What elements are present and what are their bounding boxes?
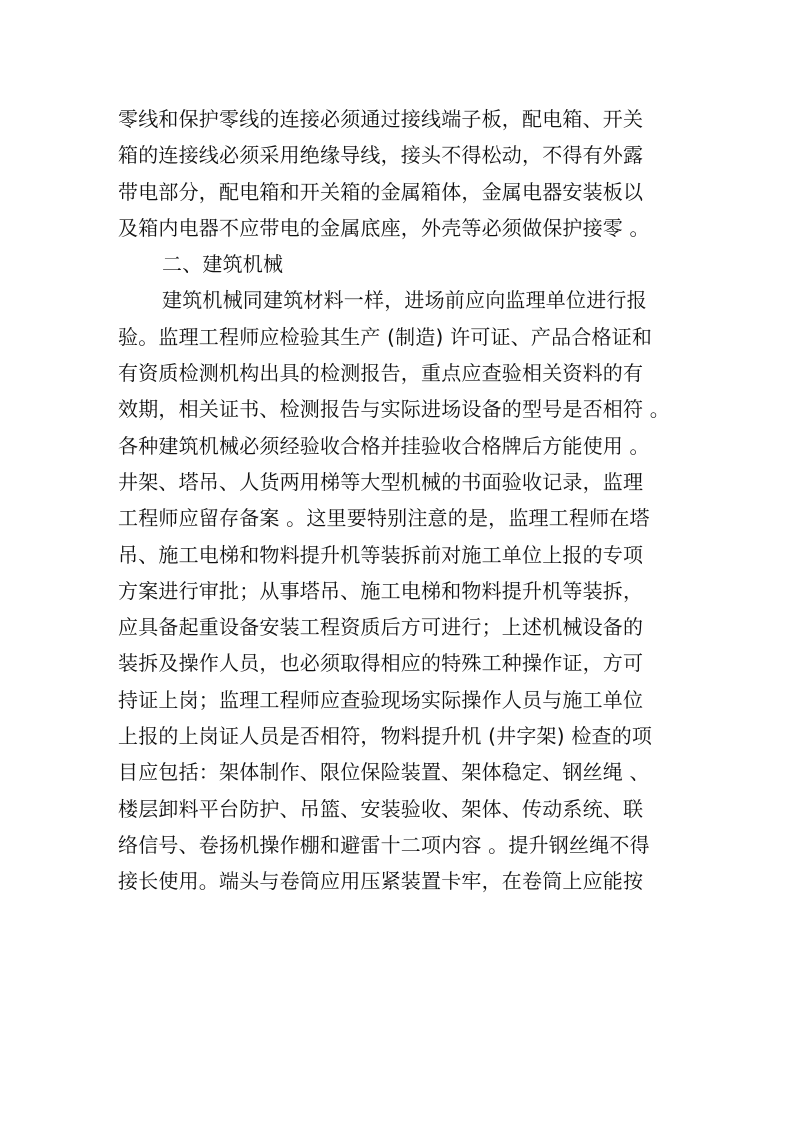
- paragraph-line: 接长使用。端头与卷筒应用压紧装置卡牢，在卷筒上应能按: [118, 869, 644, 894]
- paragraph-line: 方案进行审批；从事塔吊、施工电梯和物料提升机等装拆，: [118, 578, 644, 603]
- paragraph-line: 吊、施工电梯和物料提升机等装拆前对施工单位上报的专项: [118, 542, 644, 567]
- paragraph-line: 应具备起重设备安装工程资质后方可进行；上述机械设备的: [118, 615, 644, 640]
- paragraph-line: 有资质检测机构出具的检测报告，重点应查验相关资料的有: [118, 361, 644, 386]
- paragraph-line: 带电部分，配电箱和开关箱的金属箱体，金属电器安装板以: [118, 179, 644, 204]
- paragraph-line: 验。监理工程师应检验其生产 (制造) 许可证、产品合格证和: [118, 324, 653, 349]
- paragraph-line: 各种建筑机械必须经验收合格并挂验收合格牌后方能使用 。: [118, 433, 650, 458]
- paragraph-line: 零线和保护零线的连接必须通过接线端子板，配电箱、开关: [118, 107, 644, 131]
- paragraph-line: 建筑机械同建筑材料一样，进场前应向监理单位进行报: [162, 288, 647, 313]
- section-heading: 二、建筑机械: [162, 252, 284, 277]
- paragraph-line: 及箱内电器不应带电的金属底座，外壳等必须做保护接零 。: [118, 215, 650, 240]
- paragraph-line: 工程师应留存备案 。这里要特别注意的是，监理工程师在塔: [118, 506, 650, 531]
- paragraph-line: 持证上岗；监理工程师应查验现场实际操作人员与施工单位: [118, 687, 644, 712]
- paragraph-line: 井架、塔吊、人货两用梯等大型机械的书面验收记录，监理: [118, 469, 644, 494]
- paragraph-line: 箱的连接线必须采用绝缘导线，接头不得松动，不得有外露: [118, 143, 644, 168]
- paragraph-line: 装拆及操作人员，也必须取得相应的特殊工种操作证，方可: [118, 651, 644, 676]
- paragraph-line: 络信号、卷扬机操作棚和避雷十二项内容 。提升钢丝绳不得: [118, 832, 650, 857]
- paragraph-line: 上报的上岗证人员是否相符，物料提升机 (井字架) 检查的项: [118, 724, 653, 749]
- paragraph-line: 效期，相关证书、检测报告与实际进场设备的型号是否相符 。: [118, 397, 670, 422]
- paragraph-line: 楼层卸料平台防护、吊篮、安装验收、架体、传动系统、联: [118, 796, 644, 821]
- paragraph-line: 目应包括：架体制作、限位保险装置、架体稳定、钢丝绳 、: [118, 760, 650, 785]
- body-text: [118, 101, 678, 900]
